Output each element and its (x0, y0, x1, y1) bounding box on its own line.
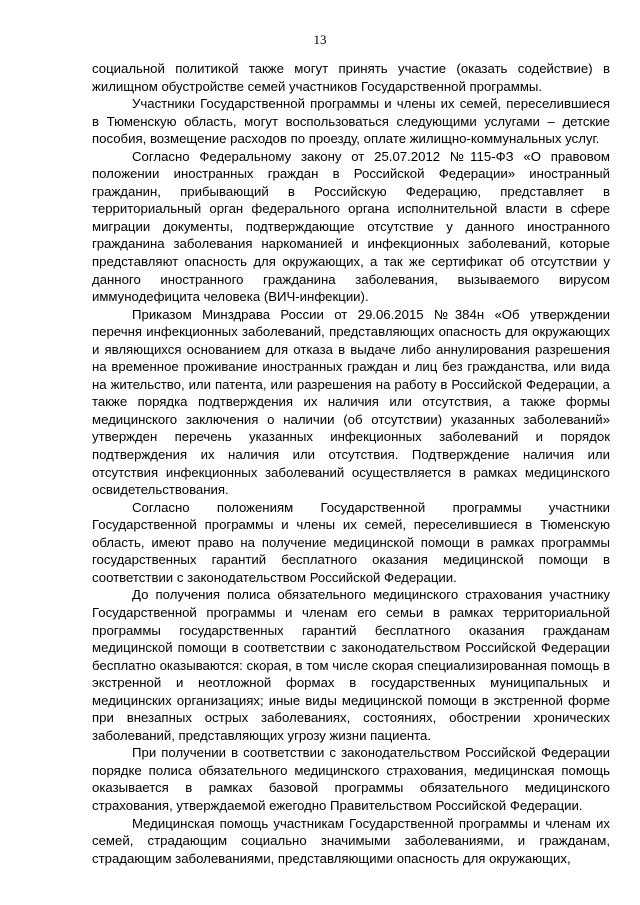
paragraph-8: Медицинская помощь участникам Государственной программы и членам их семей, страдающим социально значимыми заболеваниями, и гражданам, страдающим заболеваниями, представляющими опасность для окружающих, (92, 815, 610, 866)
paragraph-6: До получения полиса обязательного медицинского страхования участнику Государственной программы и членам его семьи в рамках территориальной программы государственных гарантий бесплатного оказания гражданам медицинской помощи в соответствии с законодательством Российской Федерации бесплатно оказываются: скорая, в том числе скорая специализированная помощь в экстренной и неотложной формах в государственных муниципальных и медицинских организациях; иные виды медицинской помощи в экстренной форме при внезапных острых заболеваниях, состояниях, обострении хронических заболеваний, представляющих угрозу жизни пациента. (92, 587, 610, 743)
paragraph-2: Участники Государственной программы и члены их семей, переселившиеся в Тюменскую область, могут воспользоваться следующими услугами – детские пособия, возмещение расходов по проезду, оплате жилищно-коммунальных услуг. (92, 96, 610, 147)
paragraph-7: При получении в соответствии с законодательством Российской Федерации порядке полиса обязательного медицинского страхования, медицинская помощь оказывается в рамках базовой программы обязательного медицинского страхования, утверждаемой ежегодно Правительством Российской Федерации. (92, 745, 610, 813)
paragraph-4: Приказом Минздрава России от 29.06.2015 №384н «Об утверждении перечня инфекционных заболеваний, представляющих опасность для окружающих и являющихся основанием для отказа в выдаче либо аннулирования разрешения на временное проживание иностранных граждан и лиц без гражданства, или вида на жительство, или патента, или разрешения на работу в Российской Федерации, а также порядка подтверждения их наличия или отсутствия, а также формы медицинского заключения о наличии (об отсутствии) указанных заболеваний» утвержден перечень указанных инфекционных заболеваний и порядок подтверждения их наличия или отсутствия. Подтверждение наличия или отсутствия инфекционных заболеваний осуществляется в рамках медицинского освидетельствования. (92, 306, 610, 498)
document-body (92, 60, 610, 867)
page-number: 13 (313, 32, 327, 47)
paragraph-5: Согласно положениям Государственной программы участники Государственной программы и члены их семей, переселившиеся в Тюменскую область, имеют право на получение медицинской помощи в рамках программы государственных гарантий бесплатного оказания медицинской помощи в соответствии с законодательством Российской Федерации. (92, 499, 610, 585)
paragraph-3: Согласно Федеральному закону от 25.07.2012 №115-ФЗ «О правовом положении иностранных граждан в Российской Федерации» иностранный гражданин, прибывающий в Российскую Федерацию, представляет в территориальный орган федерального органа исполнительной власти в сфере миграции документы, подтверждающие отсутствие у данного иностранного гражданина заболевания наркоманией и инфекционных заболеваний, которые представляют опасность для окружающих, а так же сертификат об отсутствии у данного иностранного гражданина заболевания, вызываемого вирусом иммунодефицита человека (ВИЧ-инфекции). (92, 148, 610, 305)
paragraph-1: социальной политикой также могут принять участие (оказать содействие) в жилищном обустройстве семей участников Государственной программы. (92, 61, 610, 94)
